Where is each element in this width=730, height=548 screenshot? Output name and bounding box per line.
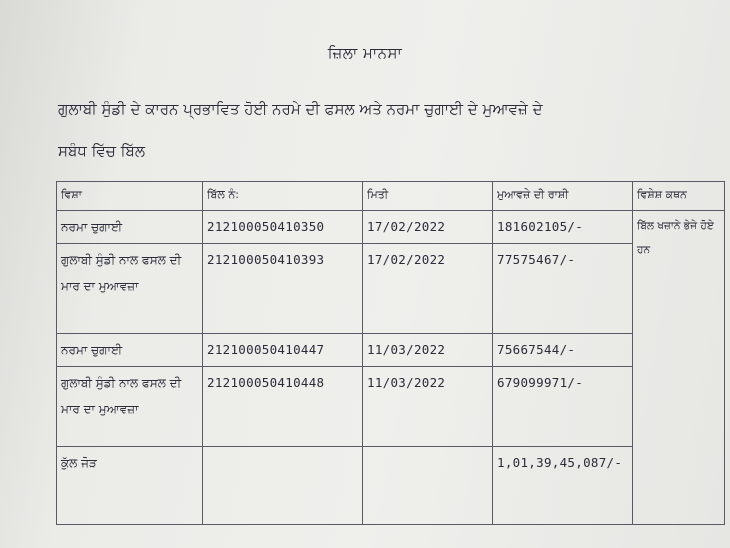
header-date: ਮਿਤੀ (363, 182, 493, 211)
row-amount: 77575467/- (493, 244, 633, 334)
row-bill-no: 212100050410447 (203, 334, 363, 367)
remarks-cell: ਬਿੱਲ ਖਜ਼ਾਨੇ ਭੇਜੇ ਹੋਏ ਹਨ (633, 211, 725, 525)
row-date: 17/02/2022 (363, 244, 493, 334)
table-row (57, 334, 725, 367)
row-amount: 181602105/- (493, 211, 633, 244)
subject-line-2: ਸਬੰਧ ਵਿੱਚ ਬਿੱਲ (58, 142, 145, 160)
header-bill-no: ਬਿੱਲ ਨੰ: (203, 182, 363, 211)
row-amount: 679099971/- (493, 367, 633, 447)
header-item: ਵਿਸ਼ਾ (57, 182, 203, 211)
table-row (57, 211, 725, 244)
row-date: 17/02/2022 (363, 211, 493, 244)
header-remarks: ਵਿਸ਼ੇਸ਼ ਕਥਨ (633, 182, 725, 211)
row-amount: 75667544/- (493, 334, 633, 367)
subject-heading (58, 86, 723, 174)
row-item: ਨਰਮਾ ਚੁਗਾਈ (57, 334, 203, 367)
row-item: ਗੁਲਾਬੀ ਸੁੰਡੀ ਨਾਲ ਫਸਲ ਦੀ ਮਾਰ ਦਾ ਮੁਆਵਜ਼ਾ (57, 244, 203, 334)
row-bill-no: 212100050410393 (203, 244, 363, 334)
subject-line-1: ਗੁਲਾਬੀ ਸੁੰਡੀ ਦੇ ਕਾਰਨ ਪ੍ਰਭਾਵਿਤ ਹੋਈ ਨਰਮੇ ਦੀ ਫਸਲ ਅਤੇ ਨਰਮਾ ਚੁਗਾਈ ਦੇ ਮੁਆਵਜ਼ੇ ਦੇ (58, 100, 543, 118)
row-item: ਨਰਮਾ ਚੁਗਾਈ (57, 211, 203, 244)
district-title: ਜ਼ਿਲਾ ਮਾਨਸਾ (327, 44, 403, 62)
row-bill-no: 212100050410350 (203, 211, 363, 244)
total-empty-cell (363, 447, 493, 525)
total-empty-cell (203, 447, 363, 525)
row-item: ਗੁਲਾਬੀ ਸੁੰਡੀ ਨਾਲ ਫਸਲ ਦੀ ਮਾਰ ਦਾ ਮੁਆਵਜ਼ਾ (57, 367, 203, 447)
row-bill-no: 212100050410448 (203, 367, 363, 447)
header-amount: ਮੁਆਵਜ਼ੇ ਦੀ ਰਾਸ਼ੀ (493, 182, 633, 211)
total-label: ਕੁੱਲ ਜੋੜ (57, 447, 203, 525)
table-total-row (57, 447, 725, 525)
row-date: 11/03/2022 (363, 334, 493, 367)
table-row (57, 367, 725, 447)
bills-table (56, 181, 725, 525)
table-header-row (57, 182, 725, 211)
row-date: 11/03/2022 (363, 367, 493, 447)
table-row (57, 244, 725, 334)
total-amount: 1,01,39,45,087/- (493, 447, 633, 525)
